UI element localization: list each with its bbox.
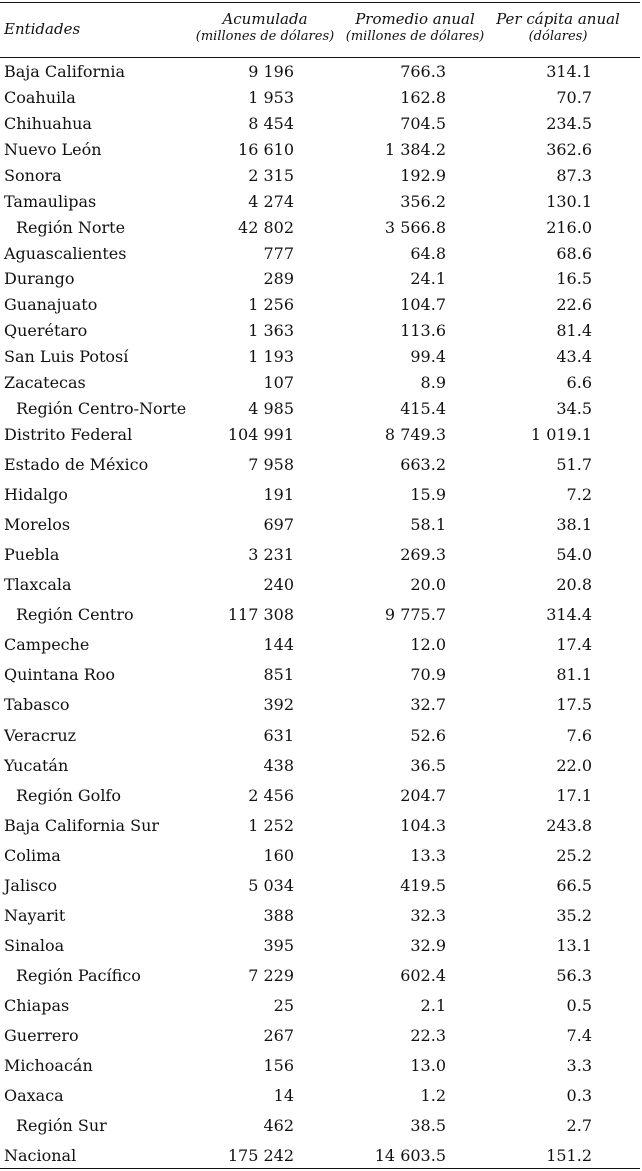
region-total-row	[0, 783, 642, 809]
acumulada-cell: 25	[273, 995, 294, 1015]
header-entidades: Entidades	[4, 20, 81, 38]
table-row	[0, 422, 642, 448]
promedio-cell: 13.3	[410, 845, 446, 865]
promedio-cell: 663.2	[400, 455, 446, 475]
percapita-cell: 0.3	[566, 1086, 592, 1106]
header-acumulada-label: Acumulada	[222, 10, 308, 28]
promedio-cell: 2.1	[420, 995, 446, 1015]
acumulada-cell: 42 802	[238, 217, 294, 237]
entity-name-cell: Baja California	[4, 62, 126, 81]
promedio-cell: 12.0	[410, 635, 446, 655]
entity-name-cell: San Luis Potosí	[4, 347, 129, 367]
table-row	[0, 266, 642, 292]
percapita-cell: 51.7	[556, 455, 592, 475]
percapita-cell: 87.3	[556, 165, 592, 185]
percapita-cell: 362.6	[546, 139, 592, 159]
table-row	[0, 632, 642, 658]
percapita-cell: 17.4	[556, 635, 592, 655]
table-row	[0, 572, 642, 598]
entity-name-cell: Campeche	[4, 635, 90, 655]
acumulada-cell: 107	[263, 373, 294, 393]
percapita-cell: 3.3	[566, 1056, 592, 1076]
acumulada-cell: 5 034	[248, 875, 294, 895]
acumulada-cell: 1 193	[248, 347, 294, 367]
percapita-cell: 7.2	[566, 485, 592, 505]
table-row	[0, 753, 642, 779]
percapita-cell: 234.5	[546, 113, 592, 133]
promedio-cell: 192.9	[400, 165, 446, 185]
percapita-cell: 314.1	[546, 62, 592, 81]
acumulada-cell: 14	[273, 1086, 294, 1106]
percapita-cell: 7.4	[566, 1026, 592, 1046]
table-row	[0, 692, 642, 718]
promedio-cell: 20.0	[410, 575, 446, 595]
entity-name-cell: Región Centro	[16, 605, 134, 625]
percapita-cell: 20.8	[556, 575, 592, 595]
promedio-cell: 602.4	[400, 965, 446, 985]
percapita-cell: 6.6	[566, 373, 592, 393]
acumulada-cell: 777	[263, 243, 294, 263]
percapita-cell: 22.6	[556, 295, 592, 315]
table-row	[0, 843, 642, 869]
entity-name-cell: Baja California Sur	[4, 815, 160, 835]
entity-name-cell: Chiapas	[4, 995, 70, 1015]
percapita-cell: 17.5	[556, 695, 592, 715]
promedio-cell: 9 775.7	[384, 605, 446, 625]
entity-name-cell: Puebla	[4, 545, 60, 565]
percapita-cell: 1 019.1	[530, 425, 592, 445]
entity-name-cell: Colima	[4, 845, 61, 865]
acumulada-cell: 289	[263, 269, 294, 289]
percapita-cell: 81.1	[556, 665, 592, 685]
table-row	[0, 241, 642, 267]
header-acumulada-unit: (millones de dólares)	[195, 29, 335, 44]
acumulada-cell: 4 274	[248, 191, 294, 211]
promedio-cell: 766.3	[400, 62, 446, 81]
header-promedio	[340, 11, 490, 45]
promedio-cell: 58.1	[410, 515, 446, 535]
entity-name-cell: Yucatán	[4, 755, 69, 775]
promedio-cell: 32.9	[410, 935, 446, 955]
promedio-cell: 204.7	[400, 785, 446, 805]
table-row	[0, 1083, 642, 1109]
promedio-cell: 1.2	[420, 1086, 446, 1106]
acumulada-cell: 851	[263, 665, 294, 685]
percapita-cell: 70.7	[556, 87, 592, 107]
entity-name-cell: Tabasco	[4, 695, 70, 715]
table-row	[0, 813, 642, 839]
acumulada-cell: 267	[263, 1026, 294, 1046]
promedio-cell: 104.3	[400, 815, 446, 835]
promedio-cell: 415.4	[400, 399, 446, 419]
percapita-cell: 17.1	[556, 785, 592, 805]
table-row	[0, 723, 642, 749]
acumulada-cell: 392	[263, 695, 294, 715]
entity-name-cell: Región Golfo	[16, 785, 121, 805]
entity-name-cell: Nacional	[4, 1146, 77, 1166]
promedio-cell: 36.5	[410, 755, 446, 775]
entity-name-cell: Región Pacífico	[16, 965, 141, 985]
entity-name-cell: Tlaxcala	[4, 575, 72, 595]
percapita-cell: 243.8	[546, 815, 592, 835]
acumulada-cell: 104 991	[227, 425, 294, 445]
header-promedio-unit: (millones de dólares)	[345, 29, 485, 44]
entity-name-cell: Veracruz	[4, 725, 77, 745]
acumulada-cell: 462	[263, 1116, 294, 1136]
promedio-cell: 8.9	[420, 373, 446, 393]
table-row	[0, 512, 642, 538]
promedio-cell: 22.3	[410, 1026, 446, 1046]
acumulada-cell: 2 315	[248, 165, 294, 185]
promedio-cell: 32.7	[410, 695, 446, 715]
table-row	[0, 993, 642, 1019]
entity-name-cell: Guerrero	[4, 1026, 79, 1046]
promedio-cell: 704.5	[400, 113, 446, 133]
table-row	[0, 189, 642, 215]
percapita-cell: 43.4	[556, 347, 592, 367]
promedio-cell: 70.9	[410, 665, 446, 685]
table-row	[0, 482, 642, 508]
entity-name-cell: Región Norte	[16, 217, 126, 237]
promedio-cell: 269.3	[400, 545, 446, 565]
percapita-cell: 151.2	[546, 1146, 592, 1166]
percapita-cell: 56.3	[556, 965, 592, 985]
acumulada-cell: 7 229	[248, 965, 294, 985]
percapita-cell: 35.2	[556, 905, 592, 925]
percapita-cell: 22.0	[556, 755, 592, 775]
entity-name-cell: Jalisco	[4, 875, 57, 895]
table-row	[0, 59, 642, 85]
percapita-cell: 68.6	[556, 243, 592, 263]
promedio-cell: 13.0	[410, 1056, 446, 1076]
promedio-cell: 1 384.2	[384, 139, 446, 159]
acumulada-cell: 395	[263, 935, 294, 955]
acumulada-cell: 16 610	[238, 139, 294, 159]
promedio-cell: 32.3	[410, 905, 446, 925]
promedio-cell: 64.8	[410, 243, 446, 263]
acumulada-cell: 144	[263, 635, 294, 655]
promedio-cell: 162.8	[400, 87, 446, 107]
table-top-rule	[0, 2, 640, 3]
header-acumulada	[190, 11, 340, 45]
percapita-cell: 216.0	[546, 217, 592, 237]
table-bottom-rule	[0, 1168, 640, 1169]
promedio-cell: 356.2	[400, 191, 446, 211]
entity-name-cell: Guanajuato	[4, 295, 98, 315]
region-total-row	[0, 963, 642, 989]
promedio-cell: 8 749.3	[384, 425, 446, 445]
table-row	[0, 370, 642, 396]
promedio-cell: 99.4	[410, 347, 446, 367]
percapita-cell: 2.7	[566, 1116, 592, 1136]
acumulada-cell: 7 958	[248, 455, 294, 475]
acumulada-cell: 175 242	[227, 1146, 294, 1166]
promedio-cell: 15.9	[410, 485, 446, 505]
table-row	[0, 85, 642, 111]
entity-name-cell: Querétaro	[4, 321, 88, 341]
percapita-cell: 81.4	[556, 321, 592, 341]
table-row	[0, 933, 642, 959]
acumulada-cell: 9 196	[248, 62, 294, 81]
table-row	[0, 344, 642, 370]
entity-name-cell: Distrito Federal	[4, 425, 133, 445]
entity-name-cell: Sonora	[4, 165, 62, 185]
percapita-cell: 54.0	[556, 545, 592, 565]
acumulada-cell: 8 454	[248, 113, 294, 133]
acumulada-cell: 191	[263, 485, 294, 505]
promedio-cell: 14 603.5	[374, 1146, 446, 1166]
entity-name-cell: Morelos	[4, 515, 71, 535]
entity-name-cell: Oaxaca	[4, 1086, 64, 1106]
acumulada-cell: 160	[263, 845, 294, 865]
percapita-cell: 34.5	[556, 399, 592, 419]
table-header-rule	[0, 57, 640, 58]
entity-name-cell: Región Sur	[16, 1116, 107, 1136]
promedio-cell: 113.6	[400, 321, 446, 341]
acumulada-cell: 438	[263, 755, 294, 775]
table-row	[0, 662, 642, 688]
acumulada-cell: 631	[263, 725, 294, 745]
entity-name-cell: Aguascalientes	[4, 243, 127, 263]
table-row	[0, 1023, 642, 1049]
percapita-cell: 7.6	[566, 725, 592, 745]
entity-name-cell: Sinaloa	[4, 935, 65, 955]
table-row	[0, 1053, 642, 1079]
acumulada-cell: 1 256	[248, 295, 294, 315]
header-percapita-unit: (dólares)	[528, 29, 588, 44]
percapita-cell: 66.5	[556, 875, 592, 895]
header-percapita	[494, 11, 622, 45]
entity-name-cell: Hidalgo	[4, 485, 68, 505]
table-row	[0, 111, 642, 137]
region-total-row	[0, 215, 642, 241]
table-row	[0, 163, 642, 189]
entity-name-cell: Estado de México	[4, 455, 149, 475]
acumulada-cell: 2 456	[248, 785, 294, 805]
promedio-cell: 3 566.8	[384, 217, 446, 237]
acumulada-cell: 4 985	[248, 399, 294, 419]
table-row	[0, 1143, 642, 1169]
percapita-cell: 16.5	[556, 269, 592, 289]
region-total-row	[0, 602, 642, 628]
promedio-cell: 104.7	[400, 295, 446, 315]
promedio-cell: 38.5	[410, 1116, 446, 1136]
table-row	[0, 137, 642, 163]
acumulada-cell: 3 231	[248, 545, 294, 565]
entity-name-cell: Nuevo León	[4, 139, 102, 159]
region-total-row	[0, 396, 642, 422]
header-promedio-label: Promedio anual	[355, 10, 475, 28]
entity-name-cell: Coahuila	[4, 87, 76, 107]
entity-name-cell: Región Centro-Norte	[16, 399, 187, 419]
entity-name-cell: Michoacán	[4, 1056, 93, 1076]
table-row	[0, 292, 642, 318]
percapita-cell: 13.1	[556, 935, 592, 955]
table-row	[0, 903, 642, 929]
acumulada-cell: 697	[263, 515, 294, 535]
entity-name-cell: Quintana Roo	[4, 665, 116, 685]
promedio-cell: 24.1	[410, 269, 446, 289]
region-total-row	[0, 1113, 642, 1139]
promedio-cell: 52.6	[410, 725, 446, 745]
table-row	[0, 318, 642, 344]
acumulada-cell: 240	[263, 575, 294, 595]
acumulada-cell: 1 252	[248, 815, 294, 835]
acumulada-cell: 1 953	[248, 87, 294, 107]
percapita-cell: 314.4	[546, 605, 592, 625]
entity-name-cell: Tamaulipas	[4, 191, 97, 211]
acumulada-cell: 156	[263, 1056, 294, 1076]
promedio-cell: 419.5	[400, 875, 446, 895]
percapita-cell: 130.1	[546, 191, 592, 211]
acumulada-cell: 117 308	[227, 605, 294, 625]
acumulada-cell: 1 363	[248, 321, 294, 341]
entity-name-cell: Durango	[4, 269, 75, 289]
percapita-cell: 25.2	[556, 845, 592, 865]
entity-name-cell: Nayarit	[4, 905, 66, 925]
entity-name-cell: Chihuahua	[4, 113, 92, 133]
entity-name-cell: Zacatecas	[4, 373, 86, 393]
header-percapita-label: Per cápita anual	[496, 10, 620, 28]
table-row	[0, 542, 642, 568]
percapita-cell: 38.1	[556, 515, 592, 535]
acumulada-cell: 388	[263, 905, 294, 925]
table-row	[0, 873, 642, 899]
table-row	[0, 452, 642, 478]
percapita-cell: 0.5	[566, 995, 592, 1015]
